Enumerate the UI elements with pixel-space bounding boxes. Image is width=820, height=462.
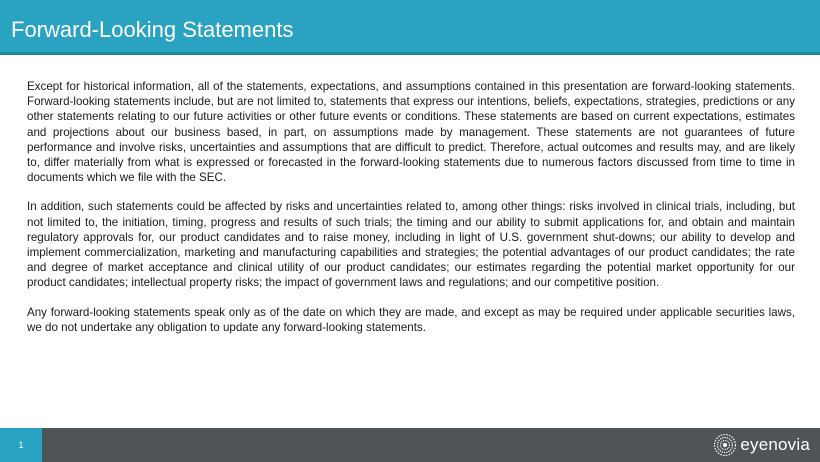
- paragraph-no-obligation: Any forward-looking statements speak only as of the date on which they are made, and except as may be required under applicable securities laws, we do not undertake any obligation to update any forward-looking statements.: [27, 305, 795, 334]
- paragraph-historical-info: Except for historical information, all of the statements, expectations, and assumptions contained in this presentation are forward-looking statements. Forward-looking statements include, but are not limited to, statements that express our intentions, beliefs, expectations, strategies, predictions or any other statements relating to our future activities or other future events or conditions. These statements are based on current expectations, estimates and projections about our business based, in part, on assumptions made by management. These statements are not guarantees of future performance and involve risks, uncertainties and assumptions that are difficult to predict. Therefore, actual outcomes and results may, and are likely to, differ materially from what is expressed or forecasted in the forward-looking statements due to numerous factors discussed from time to time in documents which we file with the SEC.: [27, 80, 795, 185]
- statement-body: [27, 79, 795, 349]
- eyenovia-logo-icon: [713, 433, 737, 457]
- company-logo: [713, 432, 810, 458]
- page-title: Forward-Looking Statements: [11, 17, 294, 42]
- title-bar: [0, 0, 820, 55]
- page-number-box: [0, 428, 42, 462]
- page-number: 1: [18, 440, 24, 450]
- paragraph-risks: In addition, such statements could be affected by risks and uncertainties related to, among other things: risks involved in clinical trials, including, but not limited to, the initiation, timing, progress and results of such trials; the timing and our ability to submit applications for, and obtain and maintain regulatory approvals for, our product candidates and to raise money, including in light of U.S. government shut-downs; our ability to develop and implement commercialization, marketing and manufacturing capabilities and strategies; the potential advantages of our product candidates; the rate and degree of market acceptance and clinical utility of our product candidates; our estimates regarding the potential market opportunity for our product candidates; intellectual property risks; the impact of government laws and regulations; and our competitive position.: [27, 200, 795, 290]
- logo-wordmark: eyenovia: [740, 435, 810, 454]
- footer-bar: [0, 428, 820, 462]
